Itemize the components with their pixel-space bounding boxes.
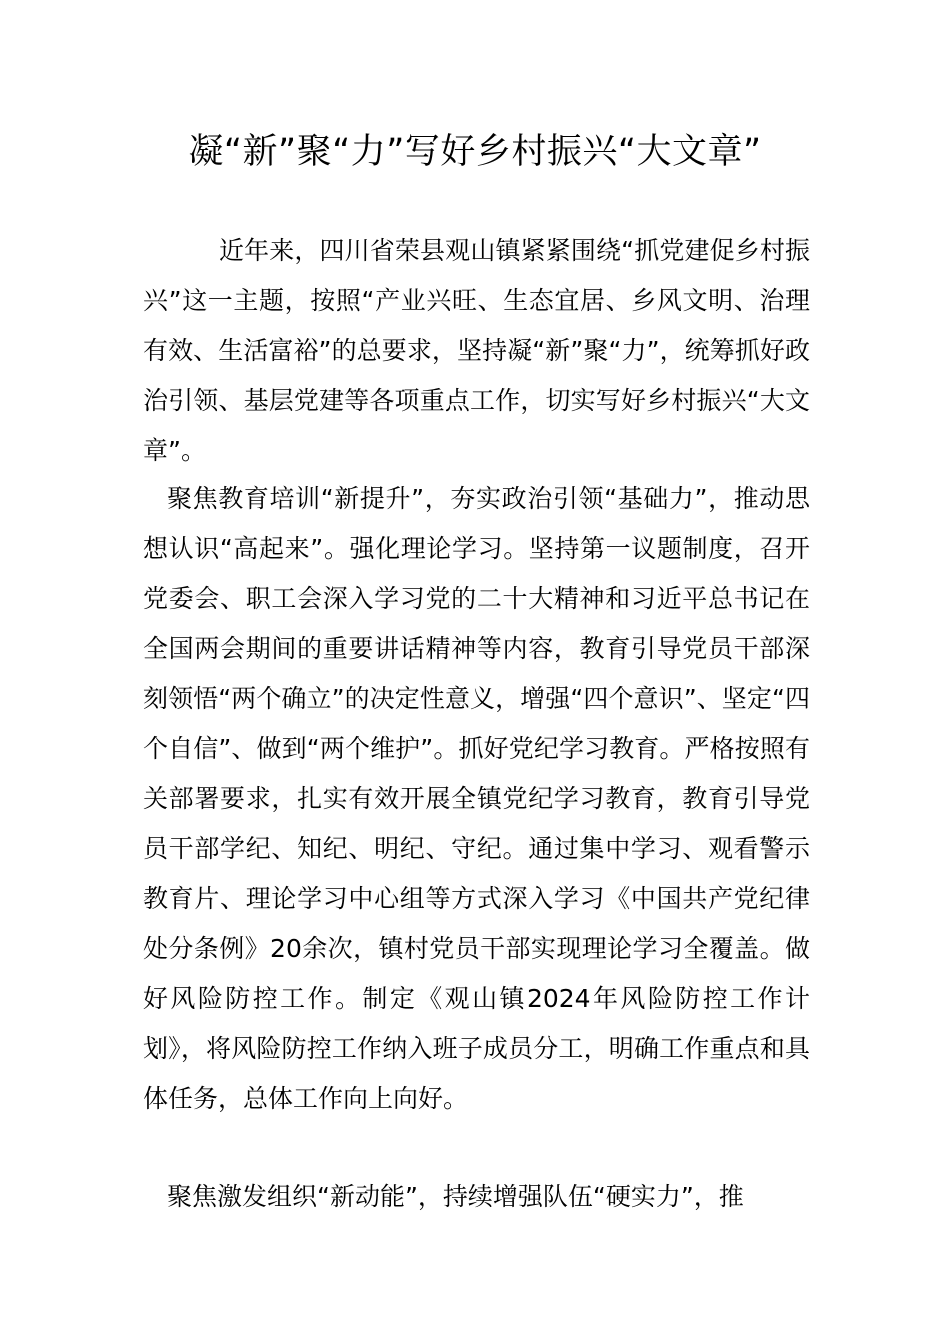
paragraph-organization: 聚焦激发组织“新动能”，持续增强队伍“硬实力”，推 bbox=[167, 1182, 744, 1211]
paragraph-intro: 近年来，四川省荣县观山镇紧紧围绕“抓党建促乡村振兴”这一主题，按照“产业兴旺、生态宜居、乡风文明、治理有效、生活富裕”的总要求，坚持凝“新”聚“力”，统筹抓好政治引领、基层党建等各项重点工作，切实写好乡村振兴“大文章”。 bbox=[143, 236, 810, 465]
paragraph-education: 聚焦教育培训“新提升”，夯实政治引领“基础力”，推动思想认识“高起来”。强化理论学习。坚持第一议题制度，召开党委会、职工会深入学习党的二十大精神和习近平总书记在全国两会期间的重要讲话精神等内容，教育引导党员干部深刻领悟“两个确立”的决定性意义，增强“四个意识”、坚定“四个自信”、做到“两个维护”。抓好党纪学习教育。严格按照有关部署要求，扎实有效开展全镇党纪学习教育，教育引导党员干部学纪、知纪、明纪、守纪。通过集中学习、观看警示教育片、理论学习中心组等方式深入学习《中国共产党纪律处分条例》20余次，镇村党员干部实现理论学习全覆盖。做好风险防控工作。制定《观山镇2024年风险防控工作计划》，将风险防控工作纳入班子成员分工，明确工作重点和具体任务，总体工作向上向好。 bbox=[143, 484, 810, 1113]
document-title: 凝“新”聚“力”写好乡村振兴“大文章” bbox=[188, 132, 762, 172]
